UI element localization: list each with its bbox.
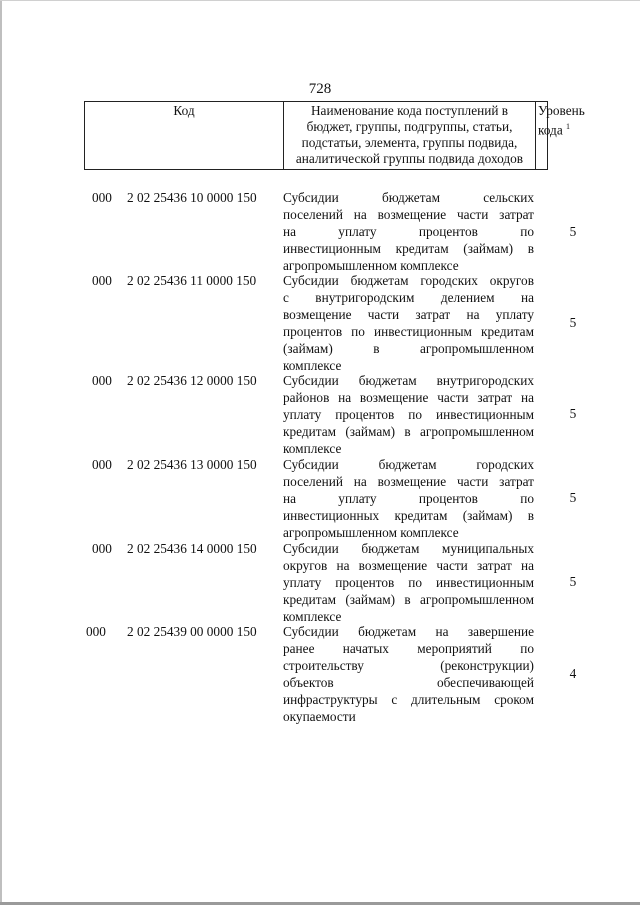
name-line: процентов по инвестиционным кредитам bbox=[283, 324, 534, 339]
admin-code: 000 bbox=[86, 624, 106, 639]
name-line: ранее начатых мероприятий по bbox=[283, 641, 534, 656]
admin-code: 000 bbox=[92, 190, 112, 205]
name-line: инфраструктуры с длительным сроком bbox=[283, 692, 534, 707]
code-level: 5 bbox=[569, 406, 577, 421]
name-line: возмещение части затрат на уплату bbox=[283, 307, 534, 322]
name-line: инвестиционных кредитам (займам) в bbox=[283, 508, 534, 523]
code-level: 5 bbox=[569, 574, 577, 589]
header-code: Код bbox=[85, 102, 284, 170]
code-level: 5 bbox=[569, 490, 577, 505]
name-line: агропромышленном комплексе bbox=[283, 258, 459, 273]
name-line: Субсидии бюджетам внутригородских bbox=[283, 373, 534, 388]
name-line: Субсидии бюджетам городских bbox=[283, 457, 534, 472]
name-line: объектов обеспечивающей bbox=[283, 675, 534, 690]
code-level: 4 bbox=[569, 666, 577, 681]
header-name-line: аналитической группы подвида доходов bbox=[295, 151, 524, 166]
name-line: окупаемости bbox=[283, 709, 356, 724]
name-line: поселений на возмещение части затрат bbox=[283, 474, 534, 489]
revenue-name bbox=[283, 540, 534, 625]
revenue-code: 2 02 25436 11 0000 150 bbox=[127, 273, 257, 288]
name-line: строительству (реконструкции) bbox=[283, 658, 534, 673]
revenue-name bbox=[283, 372, 534, 457]
header-level-label: Уровень bbox=[538, 103, 585, 118]
admin-code: 000 bbox=[92, 373, 112, 388]
page-number: 728 bbox=[308, 81, 332, 97]
scan-edge bbox=[0, 0, 640, 1]
code-level: 5 bbox=[569, 224, 577, 239]
revenue-code: 2 02 25436 13 0000 150 bbox=[127, 457, 257, 472]
scan-edge bbox=[0, 0, 2, 905]
header-name-line: подстатьи, элемента, группы подвида, bbox=[301, 135, 518, 150]
name-line: поселений на возмещение части затрат bbox=[283, 207, 534, 222]
name-line: Субсидии бюджетам городских округов bbox=[283, 273, 534, 288]
name-line: на уплату процентов по bbox=[283, 491, 534, 506]
name-line: Субсидии бюджетам сельских bbox=[283, 190, 534, 205]
admin-code: 000 bbox=[92, 541, 112, 556]
name-line: районов на возмещение части затрат на bbox=[283, 390, 534, 405]
code-level: 5 bbox=[569, 315, 577, 330]
name-line: (займам) в агропромышленном bbox=[283, 341, 534, 356]
header-name bbox=[284, 102, 536, 170]
header-name-line: бюджет, группы, подгруппы, статьи, bbox=[306, 119, 513, 134]
name-line: комплексе bbox=[283, 609, 342, 624]
revenue-code: 2 02 25436 10 0000 150 bbox=[127, 190, 257, 205]
name-line: уплату процентов по инвестиционным bbox=[283, 407, 534, 422]
name-line: кредитам (займам) в агропромышленном bbox=[283, 424, 534, 439]
name-line: комплексе bbox=[283, 358, 342, 373]
revenue-code: 2 02 25439 00 0000 150 bbox=[127, 624, 257, 639]
revenue-code: 2 02 25436 14 0000 150 bbox=[127, 541, 257, 556]
name-line: на уплату процентов по bbox=[283, 224, 534, 239]
header-level-label: кода bbox=[538, 122, 563, 138]
revenue-name bbox=[283, 456, 534, 541]
header-level bbox=[536, 102, 585, 170]
footnote-mark: 1 bbox=[566, 122, 571, 131]
revenue-name bbox=[283, 189, 534, 274]
header-name-line: Наименование кода поступлений в bbox=[310, 103, 509, 118]
name-line: комплексе bbox=[283, 441, 342, 456]
admin-code: 000 bbox=[92, 273, 112, 288]
name-line: Субсидии бюджетам на завершение bbox=[283, 624, 534, 639]
name-line: уплату процентов по инвестиционным bbox=[283, 575, 534, 590]
revenue-name bbox=[283, 623, 534, 725]
name-line: Субсидии бюджетам муниципальных bbox=[283, 541, 534, 556]
revenue-code: 2 02 25436 12 0000 150 bbox=[127, 373, 257, 388]
name-line: агропромышленном комплексе bbox=[283, 525, 459, 540]
table-header bbox=[84, 101, 585, 170]
name-line: округов на возмещение части затрат на bbox=[283, 558, 534, 573]
name-line: кредитам (займам) в агропромышленном bbox=[283, 592, 534, 607]
name-line: инвестиционным кредитам (займам) в bbox=[283, 241, 534, 256]
revenue-name bbox=[283, 272, 534, 374]
admin-code: 000 bbox=[92, 457, 112, 472]
name-line: с внутригородским делением на bbox=[283, 290, 534, 305]
